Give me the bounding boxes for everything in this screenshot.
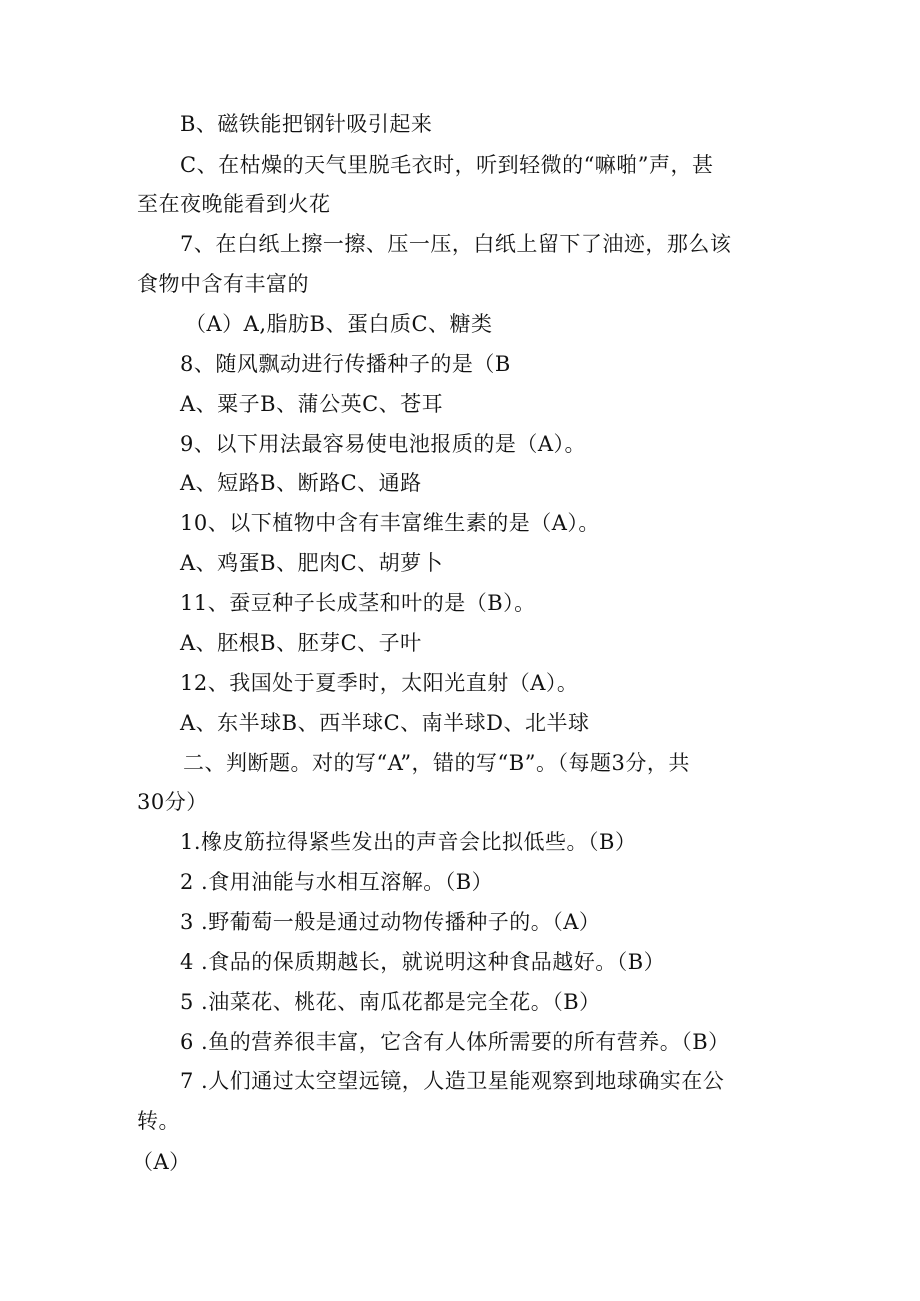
text-line: 11、蚕豆种子长成茎和叶的是（B）。 — [180, 591, 536, 615]
section-heading: 二、判断题。对的写“A”，错的写“B”。（每题3分，共 — [183, 751, 690, 775]
text-line: 12、我国处于夏季时，太阳光直射（A）。 — [180, 671, 579, 695]
text-line: 7、在白纸上擦一擦、压一压，白纸上留下了油迹，那么该 — [180, 232, 732, 256]
text-line: 4 .食品的保质期越长，就说明这种食品越好。（B） — [180, 950, 666, 974]
text-line: 7 .人们通过太空望远镜，人造卫星能观察到地球确实在公 — [180, 1069, 725, 1093]
text-line: A、粟子B、蒲公英C、苍耳 — [180, 392, 444, 416]
text-line: （A） — [132, 1150, 191, 1174]
text-line: B、磁铁能把钢针吸引起来 — [180, 112, 433, 136]
text-line: C、在枯燥的天气里脱毛衣时，听到轻微的“嘛啪”声，甚 — [180, 153, 714, 177]
text-line: 8、随风飘动进行传播种子的是（B — [180, 352, 511, 376]
text-line: 6 .鱼的营养很丰富，它含有人体所需要的所有营养。（B） — [180, 1030, 730, 1054]
text-line: A、鸡蛋B、肥肉C、胡萝卜 — [180, 551, 444, 575]
text-line: 30分） — [137, 790, 208, 814]
text-line: 转。 — [137, 1109, 180, 1133]
text-line: 食物中含有丰富的 — [137, 272, 309, 296]
text-line: 9、以下用法最容易使电池报质的是（A）。 — [180, 432, 587, 456]
text-line: 1.橡皮筋拉得紧些发出的声音会比拟低些。（B） — [180, 830, 637, 854]
text-line: A、短路B、断路C、通路 — [180, 471, 422, 495]
text-line: 至在夜晚能看到火花 — [137, 192, 331, 216]
text-line: 10、以下植物中含有丰富维生素的是（A）。 — [180, 511, 600, 535]
text-line: （A）A,脂肪B、蛋白质C、糖类 — [185, 312, 493, 336]
text-line: A、东半球B、西半球C、南半球D、北半球 — [180, 711, 590, 735]
text-line: A、胚根B、胚芽C、子叶 — [180, 631, 422, 655]
text-line: 3 .野葡萄一般是通过动物传播种子的。（A） — [180, 910, 601, 934]
text-line: 2 .食用油能与水相互溶解。（B） — [180, 870, 494, 894]
text-line: 5 .油菜花、桃花、南瓜花都是完全花。（B） — [180, 990, 601, 1014]
